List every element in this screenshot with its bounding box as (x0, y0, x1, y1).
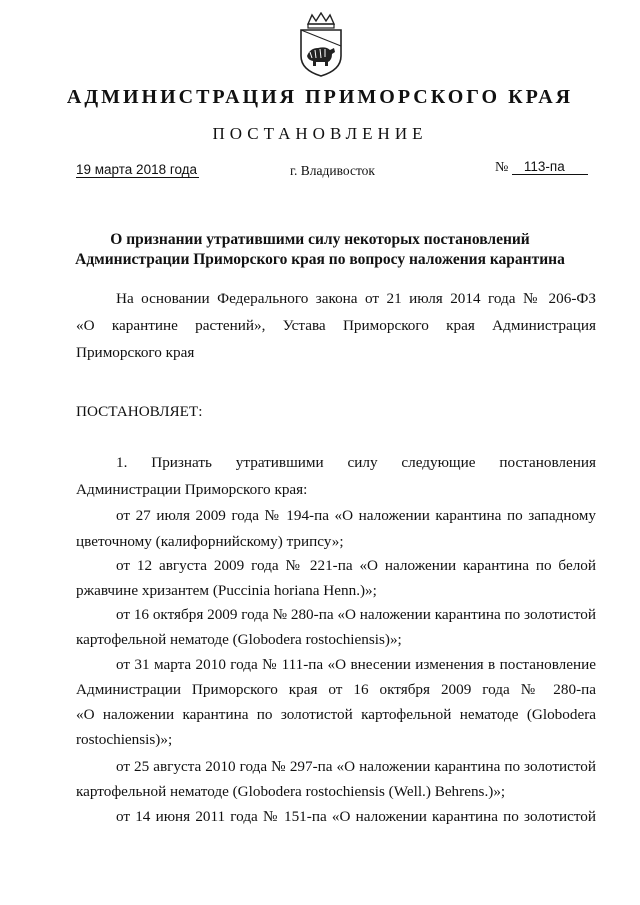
document-type: ПОСТАНОВЛЕНИЕ (212, 124, 428, 143)
item-line: цветочному (калифорнийскому) трипсу»; (76, 533, 344, 550)
item-line: картофельной нематоде (Globodera rostochiensis (Well.) Behrens.)»; (76, 783, 506, 800)
resolves-heading: ПОСТАНОВЛЯЕТ: (76, 403, 203, 420)
item-line: ржавчине хризантем (Puccinia horiana Henn.)»; (76, 582, 377, 599)
number-value: 113-па (512, 160, 588, 175)
item-line: Администрации Приморского края от 16 октября 2009 года № 280-па (76, 681, 596, 698)
subject-line: О признании утратившими силу некоторых постановлений (110, 231, 530, 248)
item-line: от 16 октября 2009 года № 280-па «О наложении карантина по золотистой (116, 606, 596, 623)
preamble-line: «О карантинe растений», Устава Приморского края Администрация (76, 317, 596, 334)
subject-line: Администрации Приморского края по вопросу наложения карантина (75, 251, 565, 268)
item-line: Администрации Приморского края: (76, 481, 308, 498)
preamble-line: На основании Федерального закона от 21 июля 2014 года № 206-ФЗ (116, 290, 596, 307)
document-date: 19 марта 2018 года (76, 162, 198, 177)
document-subject (40, 230, 600, 270)
document-number (495, 160, 588, 176)
item-line: «О наложении карантина по золотистой картофельной нематоде (Globodera (76, 706, 596, 723)
item-line: от 25 августа 2010 года № 297-па «О наложении карантина по золотистой (116, 758, 596, 775)
item-line: от 27 июля 2009 года № 194-па «О наложении карантина по западному (116, 507, 596, 524)
item-line: от 14 июня 2011 года № 151-па «О наложении карантина по золотистой (116, 808, 596, 825)
number-label: № (495, 160, 509, 175)
item-line: от 12 августа 2009 года № 221-па «О наложении карантина по белой (116, 557, 596, 574)
coat-of-arms-tiger-icon (298, 12, 344, 78)
preamble-line: Приморского края (76, 344, 195, 361)
organization-name: АДМИНИСТРАЦИЯ ПРИМОРСКОГО КРАЯ (66, 86, 574, 108)
item-line: 1. Признать утратившими силу следующие постановления (116, 454, 596, 471)
item-line: от 31 марта 2010 года № 111-па «О внесении изменения в постановление (116, 656, 596, 673)
item-line: картофельной нематоде (Globodera rostochiensis)»; (76, 631, 402, 648)
document-city: г. Владивосток (290, 163, 375, 178)
item-line: rostochiensis)»; (76, 731, 173, 748)
